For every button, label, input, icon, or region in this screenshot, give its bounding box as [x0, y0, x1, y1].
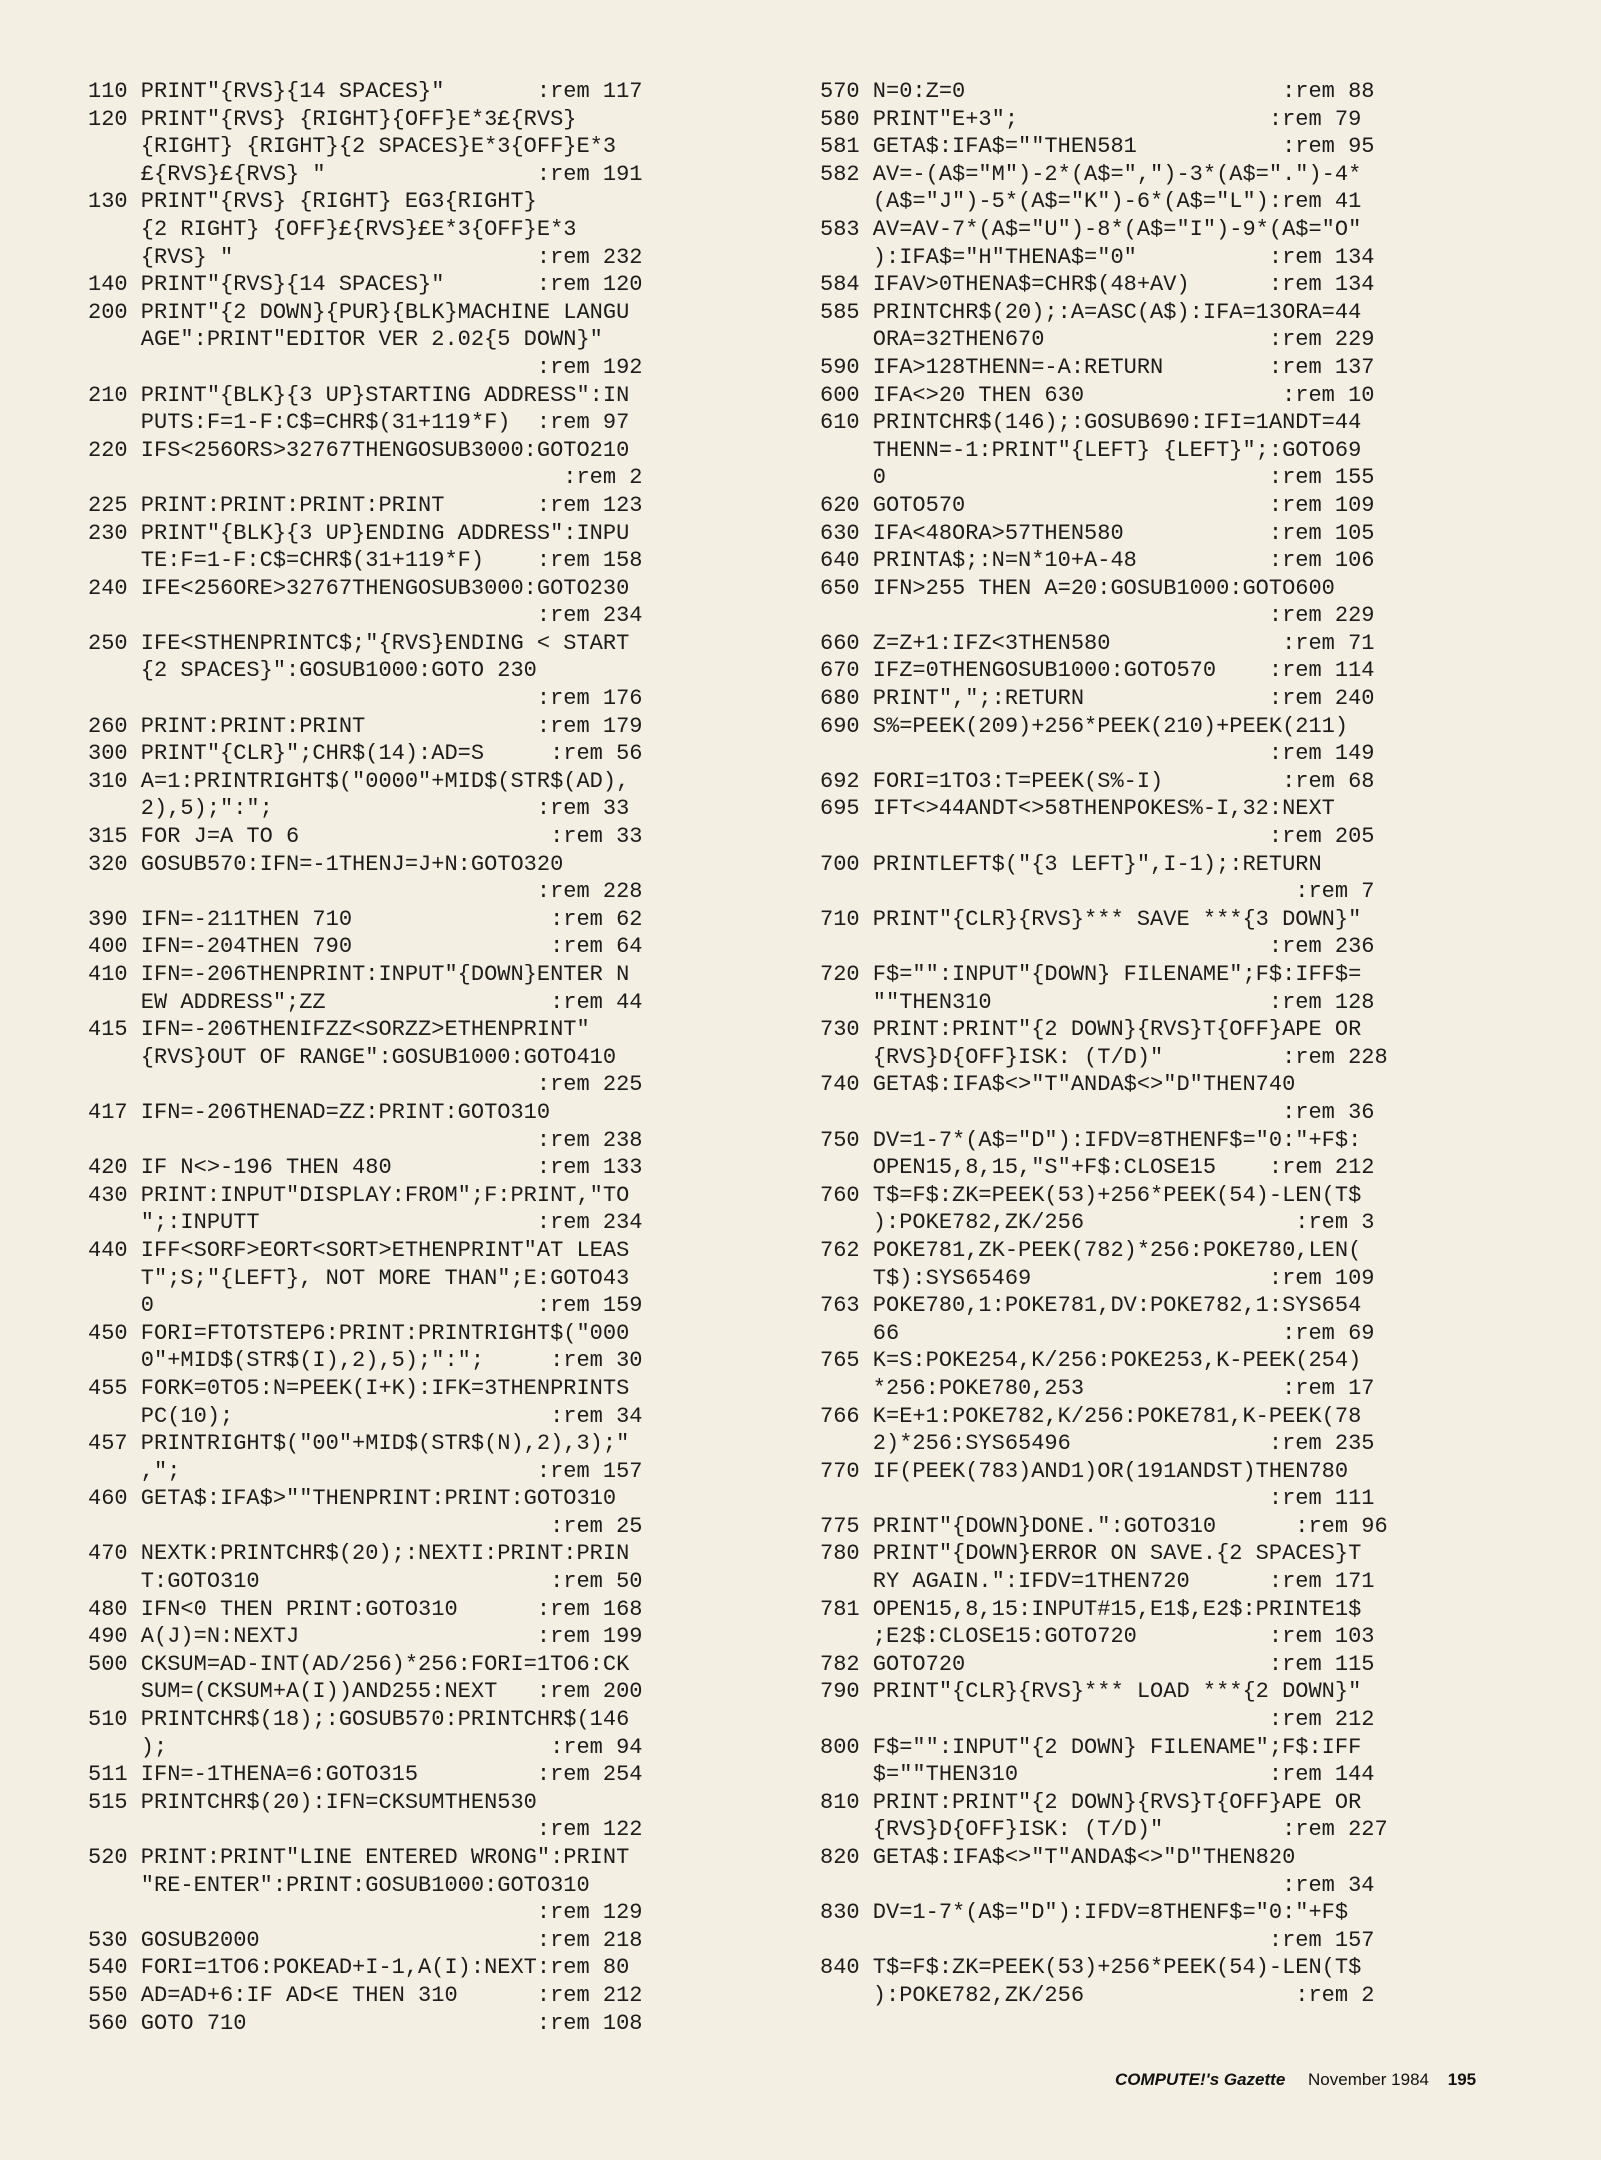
code-line: 210 PRINT"{BLK}{3 UP}STARTING ADDRESS":IN: [88, 382, 630, 408]
code-line: 390 IFN=-211THEN 710 :rem 62: [88, 906, 643, 932]
code-line: 550 AD=AD+6:IF AD<E THEN 310 :rem 212: [88, 1982, 643, 2008]
code-line: 540 FORI=1TO6:POKEAD+I-1,A(I):NEXT:rem 80: [88, 1955, 630, 1981]
code-line: 220 IFS<256ORS>32767THENGOSUB3000:GOTO210: [88, 437, 630, 463]
code-line: 620 GOTO570 :rem 109: [820, 492, 1375, 518]
code-line: ):POKE782,ZK/256 :rem 2: [820, 1982, 1375, 2008]
code-line: ):IFA$="H"THENA$="0" :rem 134: [820, 244, 1375, 270]
code-line: :rem 36: [820, 1099, 1375, 1125]
code-line: ); :rem 94: [88, 1734, 643, 1760]
code-line: :rem 205: [820, 824, 1375, 850]
code-line: 580 PRINT"E+3"; :rem 79: [820, 106, 1362, 132]
code-line: 520 PRINT:PRINT"LINE ENTERED WRONG":PRINT: [88, 1845, 630, 1870]
code-line: 300 PRINT"{CLR}";CHR$(14):AD=S :rem 56: [88, 741, 643, 767]
code-line: 250 IFE<STHENPRINTC$;"{RVS}ENDING < START: [88, 630, 630, 656]
code-line: 2)*256:SYS65496 :rem 235: [820, 1431, 1375, 1457]
code-line: 510 PRINTCHR$(18);:GOSUB570:PRINTCHR$(146: [88, 1707, 630, 1733]
code-line: ""THEN310 :rem 128: [820, 989, 1375, 1015]
code-line: 630 IFA<48ORA>57THEN580 :rem 105: [820, 520, 1375, 546]
code-line: 650 IFN>255 THEN A=20:GOSUB1000:GOTO600: [820, 575, 1335, 601]
code-line: 430 PRINT:INPUT"DISPLAY:FROM";F:PRINT,"TO: [88, 1182, 630, 1208]
code-line: {RVS} " :rem 232: [88, 244, 643, 270]
code-line: 690 S%=PEEK(209)+256*PEEK(210)+PEEK(211): [820, 713, 1349, 739]
code-line: 460 GETA$:IFA$>""THENPRINT:PRINT:GOTO310: [88, 1486, 617, 1512]
code-line: :rem 34: [820, 1872, 1375, 1898]
code-line: 110 PRINT"{RVS}{14 SPACES}" :rem 117: [88, 79, 643, 104]
magazine-name: COMPUTE!'s Gazette: [1115, 2070, 1286, 2089]
code-line: T:GOTO310 :rem 50: [88, 1569, 643, 1595]
code-line: T$):SYS65469 :rem 109: [820, 1265, 1375, 1291]
code-line: 800 F$="":INPUT"{2 DOWN} FILENAME";F$:IFF: [820, 1734, 1362, 1760]
code-line: 320 GOSUB570:IFN=-1THENJ=J+N:GOTO320: [88, 851, 564, 877]
code-line: 583 AV=AV-7*(A$="U")-8*(A$="I")-9*(A$="O": [820, 216, 1362, 242]
code-line: :rem 157: [820, 1927, 1375, 1953]
code-line: ;E2$:CLOSE15:GOTO720 :rem 103: [820, 1624, 1375, 1650]
code-line: 415 IFN=-206THENIFZZ<SORZZ>ETHENPRINT": [88, 1017, 590, 1043]
code-line: :rem 122: [88, 1817, 643, 1843]
code-line: 680 PRINT",";:RETURN :rem 240: [820, 686, 1375, 712]
code-line: 440 IFF<SORF>EORT<SORT>ETHENPRINT"AT LEAS: [88, 1237, 630, 1263]
code-line: {RVS}OUT OF RANGE":GOSUB1000:GOTO410: [88, 1044, 617, 1070]
code-line: 763 POKE780,1:POKE781,DV:POKE782,1:SYS654: [820, 1293, 1362, 1319]
code-line: 200 PRINT"{2 DOWN}{PUR}{BLK}MACHINE LANGU: [88, 299, 630, 325]
code-line: :rem 149: [820, 741, 1375, 767]
code-line: 500 CKSUM=AD-INT(AD/256)*256:FORI=1TO6:CK: [88, 1651, 630, 1677]
code-line: :rem 212: [820, 1707, 1375, 1733]
code-line: 640 PRINTA$;:N=N*10+A-48 :rem 106: [820, 548, 1375, 574]
code-line: 762 POKE781,ZK-PEEK(782)*256:POKE780,LEN(: [820, 1237, 1362, 1263]
code-line: {2 RIGHT} {OFF}£{RVS}£E*3{OFF}E*3: [88, 216, 577, 242]
code-line: 581 GETA$:IFA$=""THEN581 :rem 95: [820, 134, 1375, 160]
code-line: 590 IFA>128THENN=-A:RETURN :rem 137: [820, 354, 1375, 380]
code-line: :rem 238: [88, 1127, 643, 1153]
issue-date: November 1984: [1308, 2070, 1429, 2089]
code-line: :rem 129: [88, 1900, 643, 1926]
code-line: 515 PRINTCHR$(20):IFN=CKSUMTHEN530: [88, 1789, 537, 1815]
code-line: 582 AV=-(A$="M")-2*(A$=",")-3*(A$=".")-4*: [820, 161, 1362, 187]
code-line: :rem 236: [820, 934, 1375, 960]
code-line: 455 FORK=0TO5:N=PEEK(I+K):IFK=3THENPRINTS: [88, 1375, 630, 1401]
code-line: {RVS}D{OFF}ISK: (T/D)" :rem 227: [820, 1817, 1388, 1843]
code-line: 695 IFT<>44ANDT<>58THENPOKES%-I,32:NEXT: [820, 796, 1335, 822]
code-line: 457 PRINTRIGHT$("00"+MID$(STR$(N),2),3);": [88, 1431, 630, 1457]
code-line: :rem 25: [88, 1513, 643, 1539]
code-line: 781 OPEN15,8,15:INPUT#15,E1$,E2$:PRINTE1$: [820, 1596, 1362, 1622]
code-line: 560 GOTO 710 :rem 108: [88, 2010, 643, 2036]
code-line: 140 PRINT"{RVS}{14 SPACES}" :rem 120: [88, 272, 643, 298]
code-line: 0 :rem 159: [88, 1293, 643, 1319]
code-line: {RIGHT} {RIGHT}{2 SPACES}E*3{OFF}E*3: [88, 134, 617, 160]
code-line: 490 A(J)=N:NEXTJ :rem 199: [88, 1624, 643, 1650]
code-line: 584 IFAV>0THENA$=CHR$(48+AV) :rem 134: [820, 272, 1375, 298]
code-line: TE:F=1-F:C$=CHR$(31+119*F) :rem 158: [88, 548, 643, 574]
code-line: 310 A=1:PRINTRIGHT$("0000"+MID$(STR$(AD),: [88, 768, 630, 794]
code-line: 765 K=S:POKE254,K/256:POKE253,K-PEEK(254): [820, 1348, 1362, 1374]
code-line: 120 PRINT"{RVS} {RIGHT}{OFF}E*3£{RVS}: [88, 106, 577, 132]
code-line: 570 N=0:Z=0 :rem 88: [820, 79, 1375, 104]
code-line: 740 GETA$:IFA$<>"T"ANDA$<>"D"THEN740: [820, 1072, 1296, 1098]
code-line: :rem 176: [88, 686, 643, 712]
code-line: 820 GETA$:IFA$<>"T"ANDA$<>"D"THEN820: [820, 1845, 1296, 1870]
code-line: ):POKE782,ZK/256 :rem 3: [820, 1210, 1375, 1236]
code-line: RY AGAIN.":IFDV=1THEN720 :rem 171: [820, 1569, 1375, 1595]
code-line: THENN=-1:PRINT"{LEFT} {LEFT}";:GOTO69: [820, 437, 1362, 463]
code-line: 840 T$=F$:ZK=PEEK(53)+256*PEEK(54)-LEN(T$: [820, 1955, 1362, 1981]
code-line: 775 PRINT"{DOWN}DONE.":GOTO310 :rem 96: [820, 1513, 1388, 1539]
page-footer: [1115, 2070, 1476, 2090]
code-line: 780 PRINT"{DOWN}ERROR ON SAVE.{2 SPACES}T: [820, 1541, 1362, 1567]
code-line: 760 T$=F$:ZK=PEEK(53)+256*PEEK(54)-LEN(T$: [820, 1182, 1362, 1208]
code-line: 830 DV=1-7*(A$="D"):IFDV=8THENF$="0:"+F$: [820, 1900, 1349, 1926]
code-line: 470 NEXTK:PRINTCHR$(20);:NEXTI:PRINT:PRIN: [88, 1541, 630, 1567]
code-line: *256:POKE780,253 :rem 17: [820, 1375, 1375, 1401]
code-line: 66 :rem 69: [820, 1320, 1375, 1346]
code-line: $=""THEN310 :rem 144: [820, 1762, 1375, 1788]
code-line: (A$="J")-5*(A$="K")-6*(A$="L"):rem 41: [820, 189, 1362, 215]
code-line: 260 PRINT:PRINT:PRINT :rem 179: [88, 713, 643, 739]
code-line: :rem 228: [88, 879, 643, 905]
code-line: 530 GOSUB2000 :rem 218: [88, 1927, 643, 1953]
code-line: 230 PRINT"{BLK}{3 UP}ENDING ADDRESS":INPU: [88, 520, 630, 546]
code-line: 585 PRINTCHR$(20);:A=ASC(A$):IFA=13ORA=44: [820, 299, 1362, 325]
code-line: "RE-ENTER":PRINT:GOSUB1000:GOTO310: [88, 1872, 590, 1898]
code-line: 420 IF N<>-196 THEN 480 :rem 133: [88, 1155, 643, 1181]
code-line: 450 FORI=FTOTSTEP6:PRINT:PRINTRIGHT$("000: [88, 1320, 630, 1346]
code-line: 480 IFN<0 THEN PRINT:GOTO310 :rem 168: [88, 1596, 643, 1622]
code-line: 782 GOTO720 :rem 115: [820, 1651, 1375, 1677]
code-line: 417 IFN=-206THENAD=ZZ:PRINT:GOTO310: [88, 1099, 551, 1125]
code-line: 315 FOR J=A TO 6 :rem 33: [88, 824, 643, 850]
code-line: SUM=(CKSUM+A(I))AND255:NEXT :rem 200: [88, 1679, 643, 1705]
code-line: 130 PRINT"{RVS} {RIGHT} EG3{RIGHT}: [88, 189, 537, 215]
code-line: :rem 234: [88, 603, 643, 629]
code-line: £{RVS}£{RVS} " :rem 191: [88, 161, 643, 187]
code-line: 720 F$="":INPUT"{DOWN} FILENAME";F$:IFF$=: [820, 962, 1362, 987]
code-line: ,"; :rem 157: [88, 1458, 643, 1484]
code-line: :rem 192: [88, 354, 643, 380]
code-line: {RVS}D{OFF}ISK: (T/D)" :rem 228: [820, 1044, 1388, 1070]
code-line: 0 :rem 155: [820, 465, 1375, 491]
code-line: OPEN15,8,15,"S"+F$:CLOSE15 :rem 212: [820, 1155, 1375, 1181]
code-line: 660 Z=Z+1:IFZ<3THEN580 :rem 71: [820, 630, 1375, 656]
code-line: 410 IFN=-206THENPRINT:INPUT"{DOWN}ENTER N: [88, 962, 630, 987]
code-line: 810 PRINT:PRINT"{2 DOWN}{RVS}T{OFF}APE OR: [820, 1789, 1362, 1815]
code-line: 692 FORI=1TO3:T=PEEK(S%-I) :rem 68: [820, 768, 1375, 794]
code-line: 700 PRINTLEFT$("{3 LEFT}",I-1);:RETURN: [820, 851, 1322, 877]
code-line: :rem 111: [820, 1486, 1375, 1512]
code-line: PUTS:F=1-F:C$=CHR$(31+119*F) :rem 97: [88, 410, 630, 436]
code-line: 225 PRINT:PRINT:PRINT:PRINT :rem 123: [88, 492, 643, 518]
code-line: EW ADDRESS";ZZ :rem 44: [88, 989, 643, 1015]
code-line: 610 PRINTCHR$(146);:GOSUB690:IFI=1ANDT=44: [820, 410, 1362, 436]
code-line: 750 DV=1-7*(A$="D"):IFDV=8THENF$="0:"+F$:: [820, 1127, 1362, 1153]
code-line: {2 SPACES}":GOSUB1000:GOTO 230: [88, 658, 537, 684]
code-line: T";S;"{LEFT}, NOT MORE THAN";E:GOTO43: [88, 1265, 630, 1291]
code-line: 511 IFN=-1THENA=6:GOTO315 :rem 254: [88, 1762, 643, 1788]
code-line: 790 PRINT"{CLR}{RVS}*** LOAD ***{2 DOWN}": [820, 1679, 1362, 1705]
code-line: AGE":PRINT"EDITOR VER 2.02{5 DOWN}": [88, 327, 603, 353]
code-line: 2),5);":"; :rem 33: [88, 796, 630, 822]
code-line: 730 PRINT:PRINT"{2 DOWN}{RVS}T{OFF}APE OR: [820, 1017, 1362, 1043]
code-line: 400 IFN=-204THEN 790 :rem 64: [88, 934, 643, 960]
listing-column-right: [820, 78, 1388, 2010]
code-line: ";:INPUTT :rem 234: [88, 1210, 643, 1236]
code-line: 766 K=E+1:POKE782,K/256:POKE781,K-PEEK(78: [820, 1403, 1362, 1429]
code-line: :rem 2: [88, 465, 643, 491]
code-line: 670 IFZ=0THENGOSUB1000:GOTO570 :rem 114: [820, 658, 1375, 684]
code-line: ORA=32THEN670 :rem 229: [820, 327, 1375, 353]
code-line: 710 PRINT"{CLR}{RVS}*** SAVE ***{3 DOWN}": [820, 906, 1362, 932]
page-number: 195: [1447, 2070, 1477, 2089]
code-line: :rem 7: [820, 879, 1375, 905]
code-line: PC(10); :rem 34: [88, 1403, 643, 1429]
code-line: :rem 229: [820, 603, 1375, 629]
code-line: 0"+MID$(STR$(I),2),5);":"; :rem 30: [88, 1348, 643, 1374]
code-line: 770 IF(PEEK(783)AND1)OR(191ANDST)THEN780: [820, 1458, 1349, 1484]
code-line: 600 IFA<>20 THEN 630 :rem 10: [820, 382, 1375, 408]
code-line: 240 IFE<256ORE>32767THENGOSUB3000:GOTO230: [88, 575, 630, 601]
code-line: :rem 225: [88, 1072, 643, 1098]
listing-column-left: [88, 78, 643, 2037]
